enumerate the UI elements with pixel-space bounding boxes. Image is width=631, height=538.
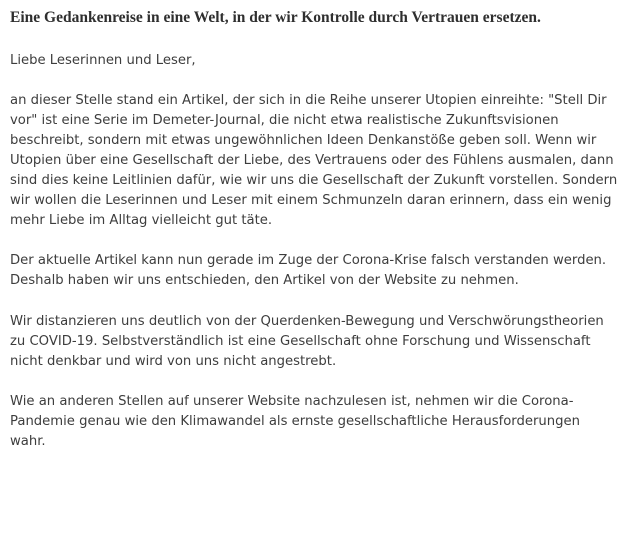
article-paragraph-2: Der aktuelle Artikel kann nun gerade im Zuge der Corona-Krise falsch verstanden werden. Deshalb haben wir uns entschieden, den Artikel von der Website zu nehmen. xyxy=(10,253,607,289)
article-paragraph-4: Wie an anderen Stellen auf unserer Website nachzulesen ist, nehmen wir die Corona-Pandemie genau wie den Klimawandel als ernste gesellschaftliche Herausforderungen wahr. xyxy=(10,393,580,449)
article-lede: Eine Gedankenreise in eine Welt, in der wir Kontrolle durch Vertrauen ersetzen. xyxy=(10,9,541,26)
article-paragraph-1: an dieser Stelle stand ein Artikel, der sich in die Reihe unserer Utopien einreihte: "Stell Dir vor" ist eine Serie im Demeter-Journal, die nicht etwa realistische Zukunftsvisionen beschreibt, sondern mit etwas ungewöhnlichen Ideen Denkanstöße geben soll. Wenn wir Utopien über eine Gesellschaft der Liebe, des Vertrauens oder des Fühlens ausmalen, dann sind dies keine Leitlinien dafür, wie wir uns die Gesellschaft der Zukunft vorstellen. Sondern wir wollen die Leserinnen und Leser mit einem Schmunzeln daran erinnern, dass ein wenig mehr Liebe im Alltag vielleicht gut täte. xyxy=(10,92,618,229)
article-paragraph-salutation: Liebe Leserinnen und Leser, xyxy=(10,52,196,68)
article-paragraph-3: Wir distanzieren uns deutlich von der Querdenken-Bewegung und Verschwörungstheorien zu COVID-19. Selbstverständlich ist eine Gesellschaft ohne Forschung und Wissenschaft nicht denkbar und wird von uns nicht angestrebt. xyxy=(10,313,604,369)
